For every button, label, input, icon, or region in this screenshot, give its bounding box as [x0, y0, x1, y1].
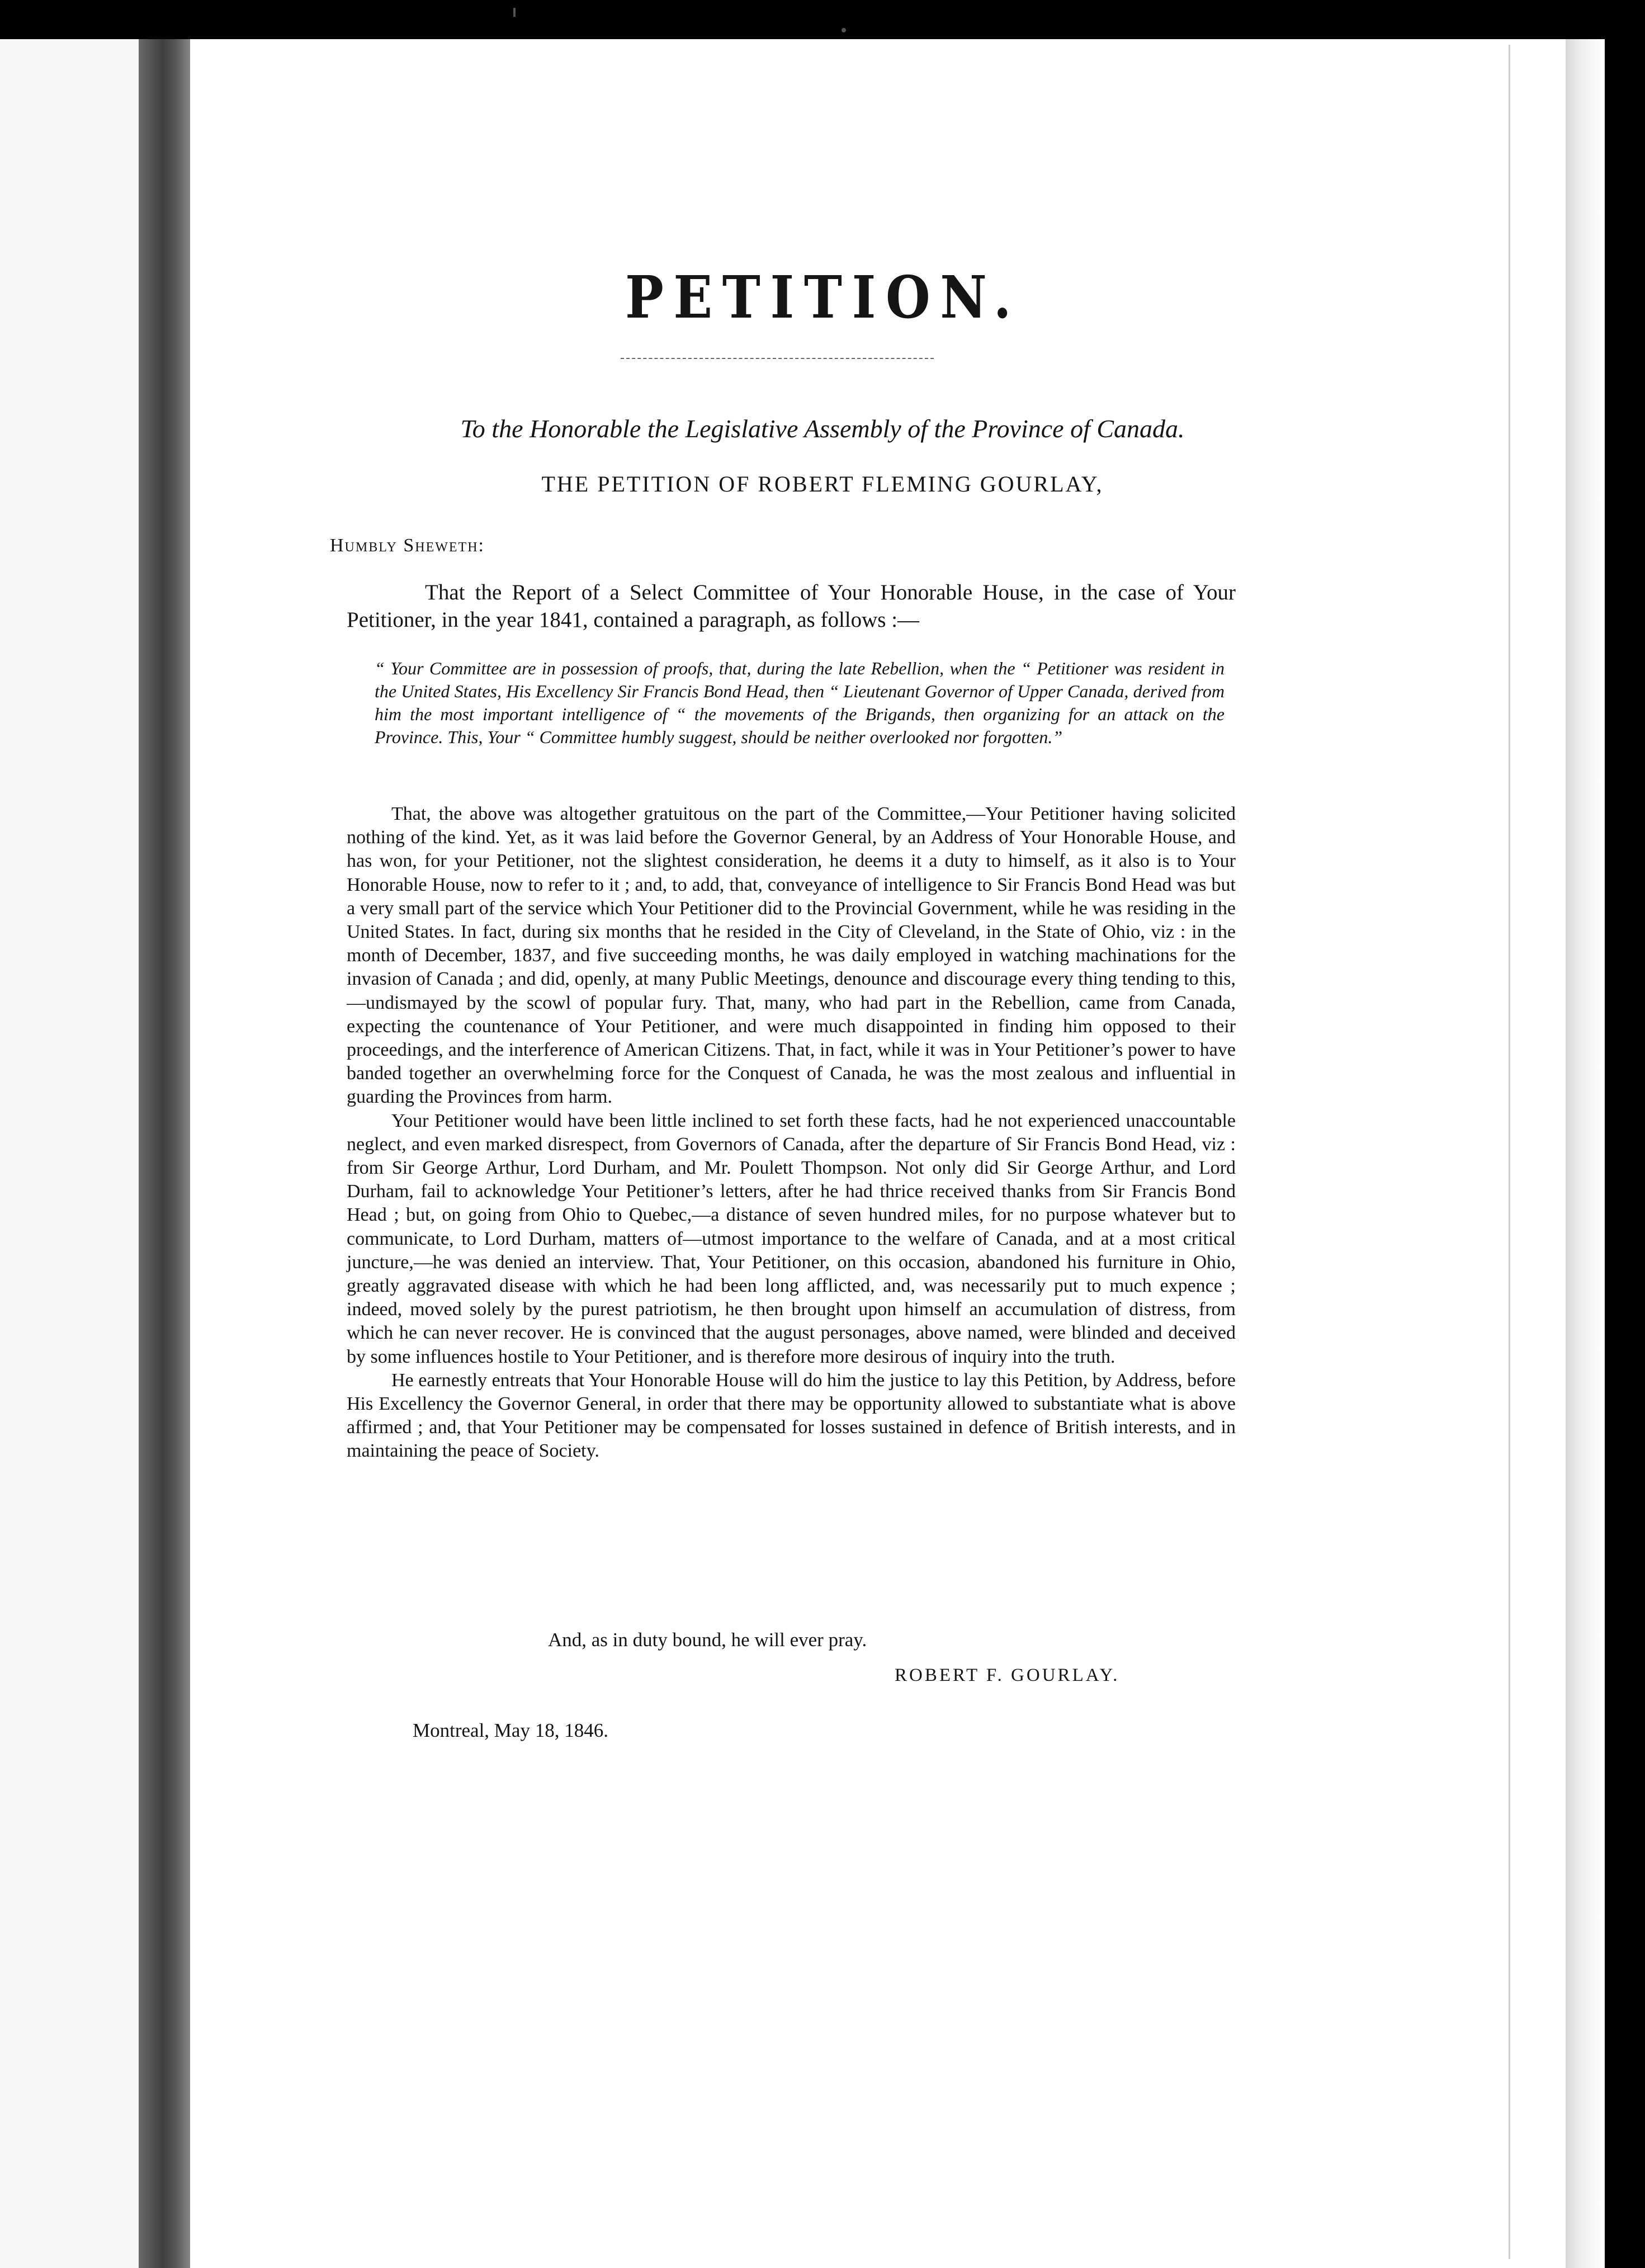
- scan-speck: [513, 8, 516, 17]
- book-binding-shadow: [139, 39, 192, 2268]
- address-line: To the Honorable the Legislative Assembly of the Province of Canada.: [460, 414, 1185, 443]
- closing-line: And, as in duty bound, he will ever pray.: [548, 1629, 867, 1651]
- page-crease: [1509, 45, 1510, 2259]
- committee-quote: [375, 657, 1225, 749]
- place-date: Montreal, May 18, 1846.: [413, 1719, 608, 1741]
- paragraph-4: He earnestly entreats that Your Honorable House will do him the justice to lay this Petition, by Address, before His Excellency the Governor General, in order that there may be opportunity allowed to substantiate what is above affirmed ; and, that Your Petitioner may be compensated for losses sustained in defence of British interests, and in maintaining the peace of Society.: [347, 1369, 1236, 1462]
- paragraph-3: Your Petitioner would have been little inclined to set forth these facts, had he not experienced unaccountable neglect, and even marked disrespect, from Governors of Canada, after the departure of Sir Francis Bond Head, viz : from Sir George Arthur, Lord Durham, and Mr. Poulett Thompson. Not only did Sir George Arthur, and Lord Durham, fail to acknowledge Your Petitioner’s letters, after he had thrice received thanks from Sir Francis Bond Head ; but, on going from Ohio to Quebec,—a distance of seven hundred miles, for no purpose whatever but to communicate, to Lord Durham, matters of—utmost importance to the welfare of Canada, and at a most critical juncture,—he was denied an interview. That, Your Petitioner, on this occasion, abandoned his furniture in Ohio, greatly aggravated disease with which he had been long afflicted, and, was necessarily put to much expence ; indeed, moved solely by the purest patriotism, he then brought upon himself an accumulation of distress, from which he can never recover. He is convinced that the august personages, above named, were blinded and deceived by some influences hostile to Your Petitioner, and is therefore more desirous of inquiry into the truth.: [347, 1110, 1236, 1367]
- salutation: Humbly Sheweth:: [330, 535, 485, 556]
- scan-speck: [842, 28, 846, 32]
- page-edge-shadow: [1566, 39, 1605, 2268]
- paragraph-intro: [347, 579, 1236, 634]
- quote-text: “ Your Committee are in possession of proofs, that, during the late Rebellion, when the “ Petitioner was resident in the United States, His Excellency Sir Francis Bond Head, then “ Lieutenant Governor of Upper Canada, derived from him the most important intelligence of “ the movements of the Brigands, then organizing for an attack on the Province. This, Your “ Committee humbly suggest, should be neither overlooked nor forgotten.”: [375, 658, 1225, 747]
- paragraph-1: That the Report of a Select Committee of Your Honorable House, in the case of Your Petitioner, in the year 1841, contained a paragraph, as follows :—: [347, 580, 1236, 632]
- petition-body: [347, 802, 1236, 1463]
- facing-page-edge: [0, 39, 143, 2268]
- paragraph-2: That, the above was altogether gratuitous on the part of the Committee,—Your Petitioner having solicited nothing of the kind. Yet, as it was laid before the Governor General, by an Address of Your Honorable House, and has won, for your Petitioner, not the slightest consideration, he deems it a duty to himself, as it also is to Your Honorable House, now to refer to it ; and, to add, that, conveyance of intelligence to Sir Francis Bond Head was but a very small part of the service which Your Petitioner did to the Provincial Government, while he was residing in the United States. In fact, during six months that he resided in the City of Cleveland, in the State of Ohio, viz : in the month of December, 1837, and five succeeding months, he was daily employed in watching machinations for the invasion of Canada ; and did, openly, at many Public Meetings, denounce and discourage every thing tending to this,—undismayed by the scowl of popular fury. That, many, who had part in the Rebellion, came from Canada, expecting the countenance of Your Petitioner, and were much disappointed in finding him opposed to their proceedings, and the interference of American Citizens. That, in fact, while it was in Your Petitioner’s power to have banded together an overwhelming force for the Conquest of Canada, he was the most zealous and influential in guarding the Provinces from harm.: [347, 804, 1236, 1108]
- signature: ROBERT F. GOURLAY.: [895, 1665, 1120, 1685]
- document-title: PETITION.: [625, 263, 1022, 332]
- petition-heading: THE PETITION OF ROBERT FLEMING GOURLAY,: [541, 471, 1104, 497]
- title-rule: [621, 358, 934, 359]
